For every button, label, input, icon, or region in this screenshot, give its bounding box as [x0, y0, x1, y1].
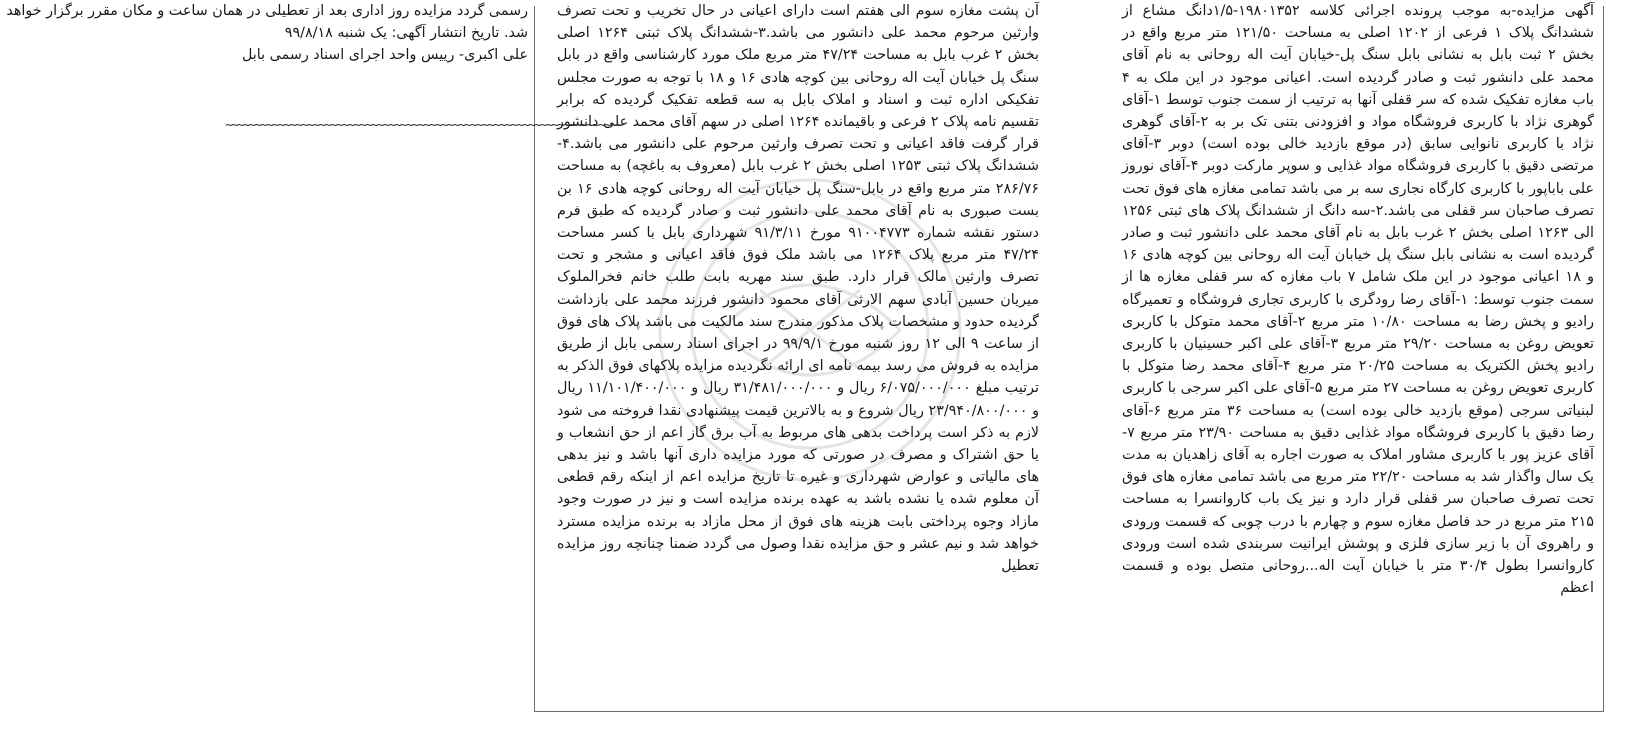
signature-line: علی اکبری- رییس واحد اجرای اسناد رسمی بابل [241, 47, 528, 64]
auction-notice-closing-line: رسمی گردد مزایده روز اداری بعد از تعطیلی در همان ساعت و مکان مقرر برگزار خواهد [6, 3, 528, 19]
announcement-column-middle [557, 0, 1039, 700]
decorative-separator: ~~~~~~~~~~~~~~~~~~~~~~~~~~~~~~~~~~~~~~~~~~~~~~~~~~~~~~~~~~~~~~~~~~~~ [225, 118, 622, 133]
announcement-column-right [1122, 0, 1594, 700]
auction-notice-text-part-2: آن پشت مغازه سوم الی هفتم است دارای اعیانی در حال تخریب و تحت تصرف وارثین مرحوم محمد علی دانشور می باشد.۳-ششدانگ پلاک ثبتی ۱۲۶۴ اصلی بخش ۲ غرب بابل به مساحت ۴۷/۲۴ متر مربع ملک مورد کارشناسی واقع در بابل سنگ پل خیابان آیت اله روحانی بین کوچه هادی ۱۶ و ۱۸ با توجه به صورت مجلس تفکیکی اداره ثبت و اسناد و املاک بابل به سه قطعه تفکیک گردیده که برابر تقسیم نامه پلاک ۲ فرعی و باقیمانده ۱۲۶۴ اصلی در سهم آقای محمد علی دانشور قرار گرفت فاقد اعیانی و تحت تصرف وارثین مرحوم علی دانشور می باشد.۴-ششدانگ پلاک ثبتی ۱۲۵۳ اصلی بخش ۲ غرب بابل (معروف به باغچه) به مساحت ۲۸۶/۷۶ متر مربع واقع در بابل-سنگ پل خیابان آیت اله روحانی کوچه هادی ۱۶ بن بست صبوری به نام آقای محمد علی دانشور ثبت و صادر گردیده که طبق فرم دستور نقشه شماره ۹۱۰۰۴۷۷۳ مورخ ۹۱/۳/۱۱ شهرداری بابل با کسر مساحت ۴۷/۲۴ متر مربع پلاک ۱۲۶۴ می باشد ملک فوق فاقد اعیانی و مشجر و تحت تصرف وارثین مالک قرار دارد. طبق سند مهریه بابت طلب خانم فخرالملوک میریان حسین آبادی سهم الارثی آقای محمود دانشور فرزند محمد علی بازداشت گردیده حدود و مشخصات پلاک مذکور مندرج سند مالکیت می باشد پلاک های فوق از ساعت ۹ الی ۱۲ روز شنبه مورخ ۹۹/۹/۱ در اجرای اسناد رسمی بابل از طریق مزایده به فروش می رسد بیمه نامه ای ارائه نگردیده مزایده پلاکهای فوق الذکر به ترتیب مبلغ ۶/۰۷۵/۰۰۰/۰۰۰ ریال و ۳۱/۴۸۱/۰۰۰/۰۰۰ ریال و ۱۱/۱۰۱/۴۰۰/۰۰۰ ریال و ۲۳/۹۴۰/۸۰۰/۰۰۰ ریال شروع و به بالاترین قیمت پیشنهادی نقدا فروخته می شود لازم به ذکر است پرداخت بدهی های مربوط به آب برق گاز اعم از حق انشعاب و یا حق اشتراک و مصرف در صورتی که مورد مزایده داری آنها باشد و نیز بدهی های مالیاتی و عوارض شهرداری و غیره تا تاریخ مزایده اعم از اینکه رقم قطعی آن معلوم شده یا نشده باشد به عهده برنده مزایده است و نیز در صورت وجود مازاد وجوه پرداختی بابت هزینه های فوق از محل مازاد به برنده مزایده مسترد خواهد شد و نیم عشر و حق مزایده نقدا وصول می گردد ضمنا چنانچه روز مزایده تعطیل [557, 3, 1040, 575]
auction-notice-text-part-1: آگهی مزایده-به موجب پرونده اجرائی کلاسه ۱۹۸۰۱۳۵۲-۱/۵دانگ مشاع از ششدانگ پلاک ۱ فرعی از ۱۲۰۲ اصلی به مساحت ۱۲۱/۵۰ متر مربع واقع در بخش ۲ ثبت بابل به نشانی بابل سنگ پل-خیابان آیت اله روحانی به نام آقای محمد علی دانشور ثبت و صادر گردیده است. اعیانی موجود در این ملک به ۴ باب مغازه تفکیک شده که سر قفلی آنها به ترتیب از سمت جنوب توسط ۱-آقای گوهری نژاد با کاربری فروشگاه مواد و افزودنی بتنی تک بر به ۲-آقای گوهری نژاد با کاربری نانوایی سابق (در موقع بازدید خالی بوده است) دوبر ۳-آقای مرتضی دقیق با کاربری فروشگاه مواد غذایی و سوپر مارکت دوبر ۴-آقای نوروز علی باباپور با کاربری کارگاه نجاری سه بر می باشد تمامی مغازه های فوق تحت تصرف صاحبان سر قفلی می باشد.۲-سه دانگ از ششدانگ پلاک های ثبتی ۱۲۵۶ الی ۱۲۶۳ اصلی بخش ۲ غرب بابل به نام آقای محمد علی دانشور ثبت و صادر گردیده است به نشانی بابل سنگ پل خیابان آیت اله روحانی بین کوچه هادی ۱۶ و ۱۸ اعیانی موجود در این ملک شامل ۷ باب مغازه که سر قفلی مغازه ها از سمت جنوب توسط: ۱-آقای رضا رودگری با کاربری تجاری فروشگاه و تعمیرگاه رادیو و پخش رضا به مساحت ۱۰/۸۰ متر مربع ۲-آقای محمد متوکل با کاربری تعویض روغن به مساحت ۲۹/۲۰ متر مربع ۳-آقای علی اکبر حسینیان با کاربری رادیو پخش الکتریک به مساحت ۲۰/۲۵ متر مربع ۴-آقای محمد رضا متوکل با کاربری تعویض روغن به مساحت ۲۷ متر مربع ۵-آقای علی اکبر سرجی با کاربری لبنیاتی سرجی (موقع بازدید خالی بوده است) به مساحت ۳۶ متر مربع ۶-آقای رضا دقیق با کاربری فروشگاه مواد غذایی دقیق به مساحت ۲۳/۹۰ متر مربع ۷-آقای عزیز پور با کاربری مشاور املاک به صورت اجاره به آقای زاهدیان به مدت یک سال واگذار شد به مساحت ۲۲/۲۰ متر مربع می باشد تمامی مغازه های فوق تحت تصرف صاحبان سر قفلی قرار دارد و نیز یک باب کاروانسرا به مساحت ۲۱۵ متر مربع در حد فاصل مغازه سوم و چهارم با درب چوبی که قسمت ورودی و راهروی آن با زیر سازی فلزی و پوشش ایرانیت سربندی شده است ورودی کاروانسرا بطول ۳۰/۴ متر با خیابان آیت اله...روحانی متصل بوده و قسمت اعظم [1122, 3, 1595, 597]
publication-date-line: شد. تاریخ انتشار آگهی: یک شنبه ۹۹/۸/۱۸ [284, 25, 528, 42]
